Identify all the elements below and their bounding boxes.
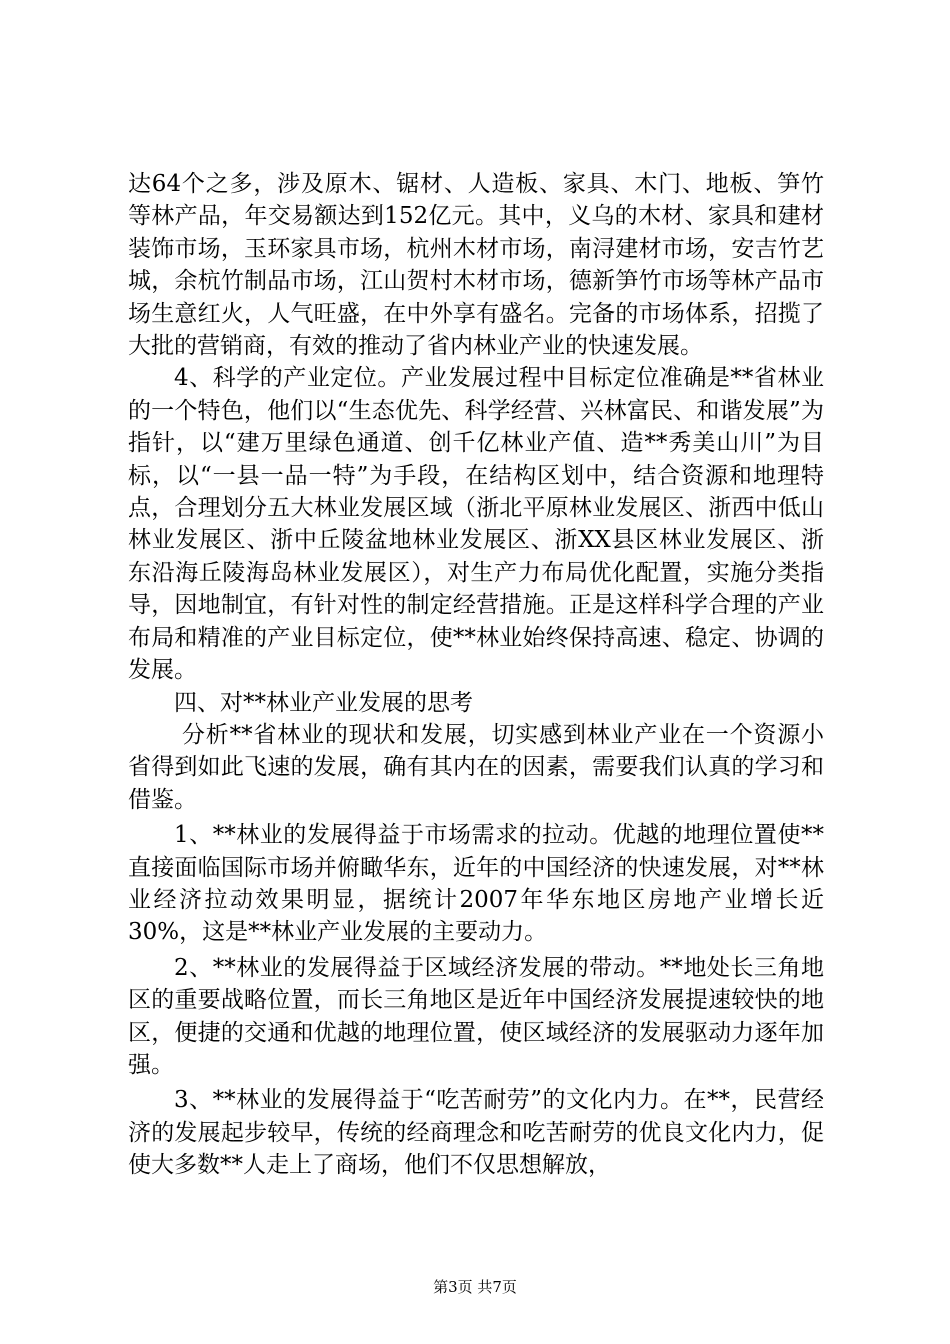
document-body — [128, 168, 824, 1182]
paragraph-industry-positioning: 4、科学的产业定位。产业发展过程中目标定位准确是**省林业的一个特色，他们以“生态优先、科学经营、兴林富民、和谐发展”为指针，以“建万里绿色通道、创千亿林业产值、造**秀美山川”为目标，以“一县一品一特”为手段，在结构区划中，结合资源和地理特点，合理划分五大林业发展区域（浙北平原林业发展区、浙西中低山林业发展区、浙中丘陵盆地林业发展区、浙XX县区林业发展区、浙东沿海丘陵海岛林业发展区），对生产力布局优化配置，实施分类指导，因地制宜，有针对性的制定经营措施。正是这样科学合理的产业布局和精准的产业目标定位，使**林业始终保持高速、稳定、协调的发展。 — [128, 365, 824, 684]
section-heading-reflections: 四、对**林业产业发展的思考 — [174, 689, 473, 716]
paragraph-market-system: 达64个之多，涉及原木、锯材、人造板、家具、木门、地板、笋竹等林产品，年交易额达到152亿元。其中，义乌的木材、家具和建材装饰市场，玉环家具市场，杭州木材市场，南浔建材市场，安吉竹艺城，余杭竹制品市场，江山贺村木材市场，德新笋竹市场等林产品市场生意红火，人气旺盛，在中外享有盛名。完备的市场体系，招揽了大批的营销商，有效的推动了省内林业产业的快速发展。 — [128, 171, 824, 360]
page-number-footer: 第3页 共7页 — [433, 1278, 517, 1296]
paragraph-analysis-intro: 分析**省林业的现状和发展，切实感到林业产业在一个资源小省得到如此飞速的发展，确有其内在的因素，需要我们认真的学习和借鉴。 — [128, 721, 824, 813]
paragraph-regional-economy: 2、**林业的发展得益于区域经济发展的带动。**地处长三角地区的重要战略位置，而长三角地区是近年中国经济发展提速较快的地区，便捷的交通和优越的地理位置，使区域经济的发展驱动力逐年加强。 — [128, 954, 824, 1078]
paragraph-market-demand: 1、**林业的发展得益于市场需求的拉动。优越的地理位置使**直接面临国际市场并俯瞰华东，近年的中国经济的快速发展，对**林业经济拉动效果明显，据统计2007年华东地区房地产业增长近30%，这是**林业产业发展的主要动力。 — [128, 822, 824, 946]
paragraph-cultural-force: 3、**林业的发展得益于“吃苦耐劳”的文化内力。在**，民营经济的发展起步较早，传统的经商理念和吃苦耐劳的优良文化内力，促使大多数**人走上了商场，他们不仅思想解放， — [128, 1087, 824, 1179]
